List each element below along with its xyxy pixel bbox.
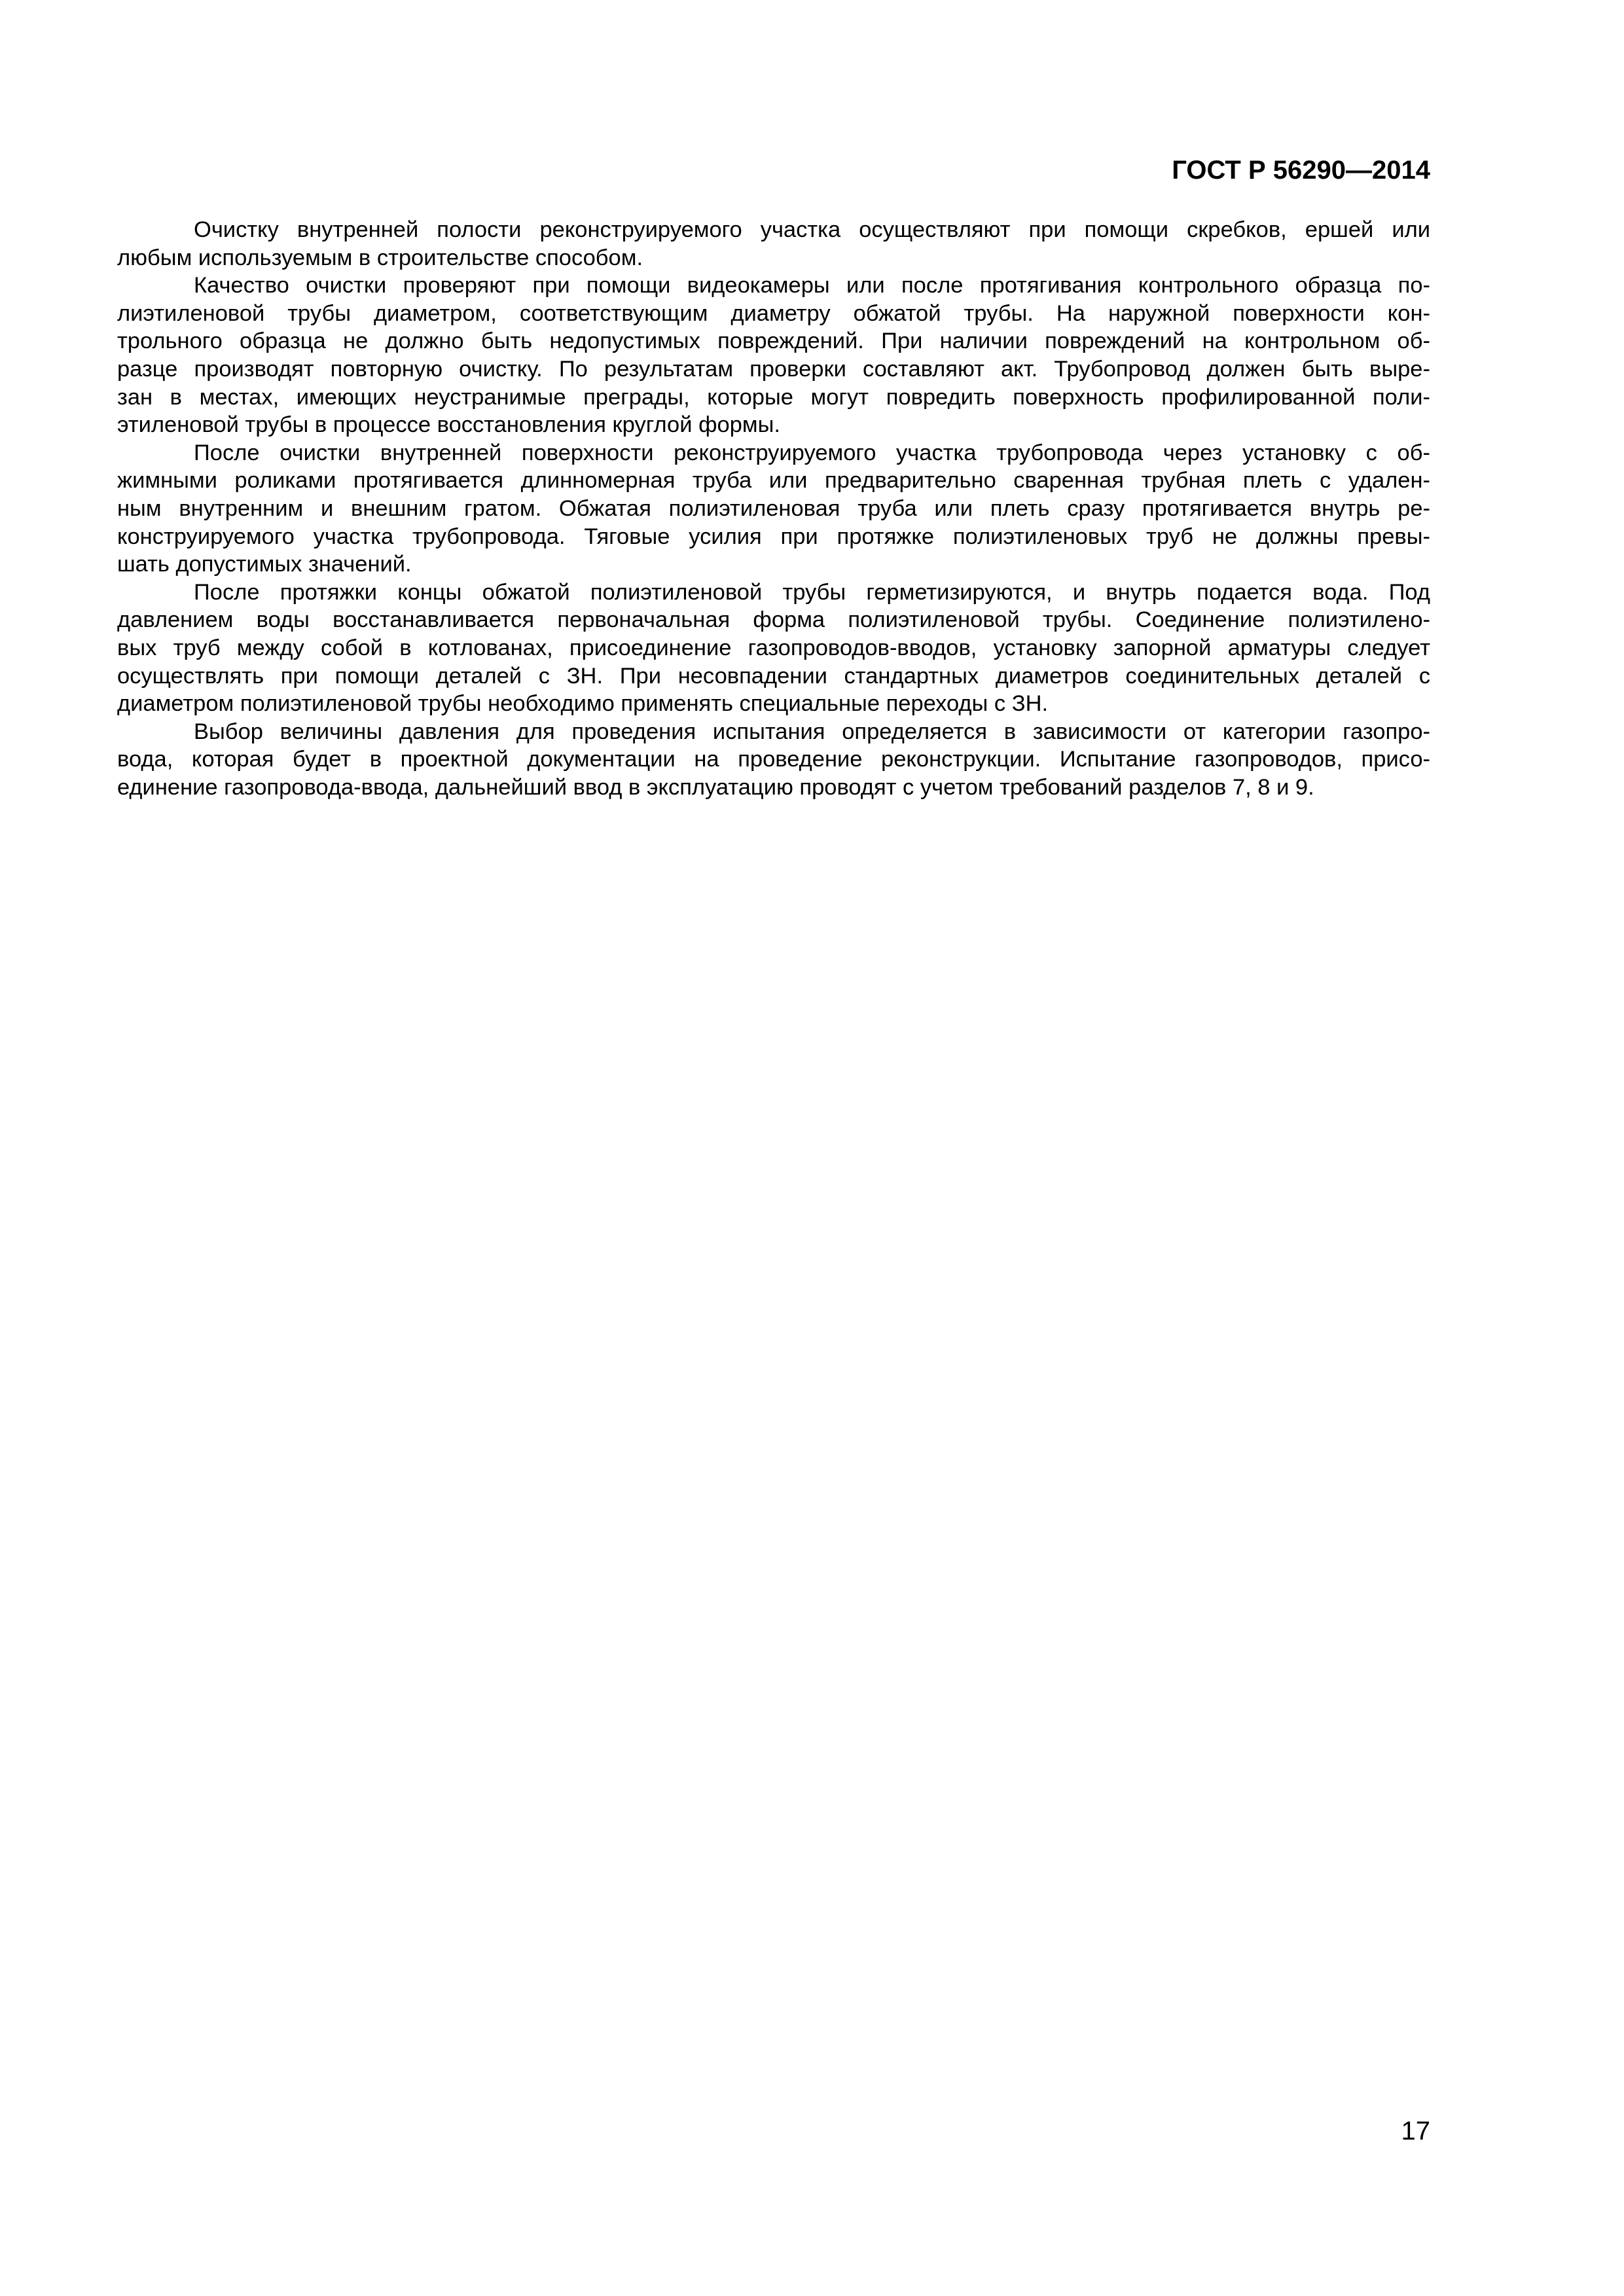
text-line: давлением воды восстанавливается первоначальная форма полиэтиленовой трубы. Соединение полиэтилено- [117, 607, 1430, 633]
paragraph-1 [117, 216, 1430, 272]
text-line: конструируемого участка трубопровода. Тяговые усилия при протяжке полиэтиленовых труб не должны превы- [117, 524, 1430, 549]
text-line: После протяжки концы обжатой полиэтиленовой трубы герметизируются, и внутрь подается вода. Под [194, 579, 1430, 605]
text-line: жимными роликами протягивается длинномерная труба или предварительно сваренная трубная плеть с удален- [117, 468, 1430, 493]
text-line: разце производят повторную очистку. По результатам проверки составляют акт. Трубопровод должен быть выре- [117, 356, 1430, 382]
text-line: шать допустимых значений. [117, 552, 412, 577]
paragraph-4 [117, 579, 1430, 718]
text-line: единение газопровода-ввода, дальнейший ввод в эксплуатацию проводят с учетом требований разделов 7, 8 и 9. [117, 774, 1314, 800]
text-line: этиленовой трубы в процессе восстановления круглой формы. [117, 412, 780, 438]
text-line: вых труб между собой в котлованах, присоединение газопроводов-вводов, установку запорной арматуры следует [117, 635, 1430, 660]
text-line: Очистку внутренней полости реконструируемого участка осуществляют при помощи скребков, ершей или [194, 217, 1430, 242]
text-line: Качество очистки проверяют при помощи видеокамеры или после протягивания контрольного образца по- [194, 273, 1430, 298]
text-line: любым используемым в строительстве способом. [117, 245, 643, 270]
paragraph-3 [117, 439, 1430, 579]
text-line: Выбор величины давления для проведения испытания определяется в зависимости от категории газопро- [194, 719, 1430, 744]
text-line: лиэтиленовой трубы диаметром, соответствующим диаметру обжатой трубы. На наружной поверхности кон- [117, 300, 1430, 326]
text-line: ным внутренним и внешним гратом. Обжатая полиэтиленовая труба или плеть сразу протягивается внутрь ре- [117, 495, 1430, 521]
document-code: ГОСТ Р 56290—2014 [1172, 156, 1430, 185]
text-line: зан в местах, имеющих неустранимые преграды, которые могут повредить поверхность профилированной поли- [117, 384, 1430, 410]
body-text [117, 216, 1430, 801]
text-line: трольного образца не должно быть недопустимых повреждений. При наличии повреждений на контрольном об- [117, 329, 1430, 354]
page-number: 17 [1401, 2117, 1430, 2145]
text-line: диаметром полиэтиленовой трубы необходимо применять специальные переходы с ЗН. [117, 691, 1049, 717]
paragraph-5 [117, 718, 1430, 802]
text-line: После очистки внутренней поверхности реконструируемого участка трубопровода через установку с об- [194, 440, 1430, 465]
text-line: вода, которая будет в проектной документации на проведение реконструкции. Испытание газопроводов, присо- [117, 747, 1430, 772]
text-line: осуществлять при помощи деталей с ЗН. При несовпадении стандартных диаметров соединительных деталей с [117, 663, 1430, 689]
paragraph-2 [117, 272, 1430, 439]
